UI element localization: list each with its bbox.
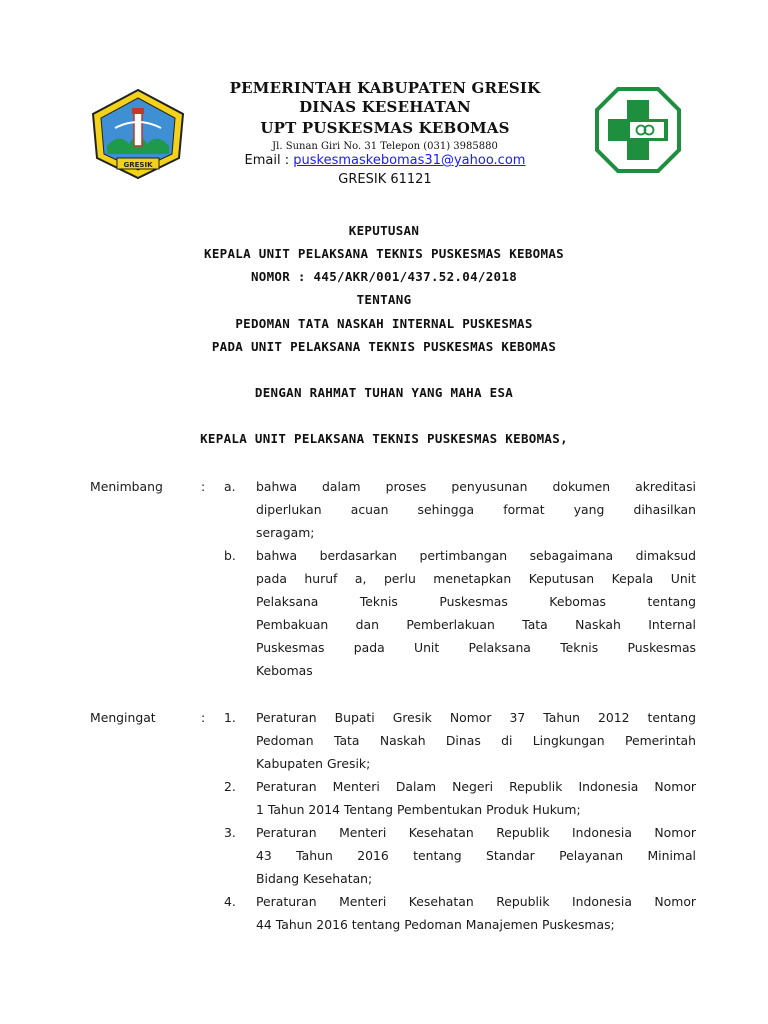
mengingat-item-1 xyxy=(256,706,696,775)
decree-number: NOMOR : 445/AKR/001/437.52.04/2018 xyxy=(250,269,518,284)
header-department: DINAS KESEHATAN xyxy=(299,98,471,116)
menimbang-marker-b: b. xyxy=(224,548,236,563)
menimbang-item-a xyxy=(256,475,696,544)
decree-heading: KEPUTUSAN xyxy=(348,223,420,238)
text-line: Pembakuan dan Pemberlakuan Tata Naskah Internal xyxy=(256,617,696,632)
header-address: Jl. Sunan Giri No. 31 Telepon (031) 3985880 xyxy=(272,141,498,152)
text-line: Peraturan Menteri Dalam Negeri Republik Indonesia Nomor xyxy=(256,779,696,794)
mengingat-marker-2: 2. xyxy=(224,779,236,794)
mengingat-marker-3: 3. xyxy=(224,825,236,840)
mengingat-item-4 xyxy=(256,890,696,936)
text-line: 44 Tahun 2016 tentang Pedoman Manajemen Puskesmas; xyxy=(256,917,615,932)
decree-subject-line2: PADA UNIT PELAKSANA TEKNIS PUSKESMAS KEBOMAS xyxy=(211,339,557,354)
mengingat-marker-4: 4. xyxy=(224,894,236,909)
emblem-text: GRESIK xyxy=(123,161,153,169)
decree-subject-line1: PEDOMAN TATA NASKAH INTERNAL PUSKESMAS xyxy=(235,316,533,331)
blessing-line: DENGAN RAHMAT TUHAN YANG MAHA ESA xyxy=(254,385,514,400)
text-line: Peraturan Menteri Kesehatan Republik Indonesia Nomor xyxy=(256,825,696,840)
text-line: 1 Tahun 2014 Tentang Pembentukan Produk Hukum; xyxy=(256,802,581,817)
text-line: Peraturan Bupati Gresik Nomor 37 Tahun 2012 tentang xyxy=(256,710,696,725)
text-line: Peraturan Menteri Kesehatan Republik Indonesia Nomor xyxy=(256,894,696,909)
mengingat-marker-1: 1. xyxy=(224,710,236,725)
header-email-line xyxy=(200,153,570,168)
decree-about: TENTANG xyxy=(356,292,412,307)
text-line: bahwa dalam proses penyusunan dokumen akreditasi xyxy=(256,479,696,494)
email-label: Email : xyxy=(244,153,294,168)
text-line: Pedoman Tata Naskah Dinas di Lingkungan Pemerintah xyxy=(256,733,696,748)
menimbang-marker-a: a. xyxy=(224,479,236,494)
text-line: bahwa berdasarkan pertimbangan sebagaimana dimaksud xyxy=(256,548,696,563)
text-line: diperlukan acuan sehingga format yang dihasilkan xyxy=(256,502,696,517)
gresik-emblem-logo xyxy=(89,88,187,180)
text-line: Pelaksana Teknis Puskesmas Kebomas tentang xyxy=(256,594,696,609)
text-line: Kebomas xyxy=(256,663,313,678)
text-line: 43 Tahun 2016 tentang Standar Pelayanan Minimal xyxy=(256,848,696,863)
mengingat-item-2 xyxy=(256,775,696,821)
mengingat-item-3 xyxy=(256,821,696,890)
header-postal: GRESIK 61121 xyxy=(338,172,432,187)
text-line: Bidang Kesehatan; xyxy=(256,871,373,886)
menimbang-colon: : xyxy=(201,479,206,494)
menimbang-label: Menimbang xyxy=(90,479,163,494)
decree-issuer: KEPALA UNIT PELAKSANA TEKNIS PUSKESMAS KEBOMAS xyxy=(204,246,564,261)
mengingat-colon: : xyxy=(201,710,206,725)
text-line: Kabupaten Gresik; xyxy=(256,756,371,771)
header-government: PEMERINTAH KABUPATEN GRESIK xyxy=(229,79,541,97)
official-line: KEPALA UNIT PELAKSANA TEKNIS PUSKESMAS KEBOMAS, xyxy=(200,431,568,446)
email-link[interactable]: puskesmaskebomas31@yahoo.com xyxy=(293,153,526,168)
header-institution: UPT PUSKESMAS KEBOMAS xyxy=(260,119,510,137)
text-line: pada huruf a, perlu menetapkan Keputusan Kepala Unit xyxy=(256,571,696,586)
text-line: seragam; xyxy=(256,525,315,540)
mengingat-label: Mengingat xyxy=(90,710,156,725)
puskesmas-cross-logo xyxy=(594,86,682,174)
menimbang-item-b xyxy=(256,544,696,682)
text-line: Puskesmas pada Unit Pelaksana Teknis Puskesmas xyxy=(256,640,696,655)
